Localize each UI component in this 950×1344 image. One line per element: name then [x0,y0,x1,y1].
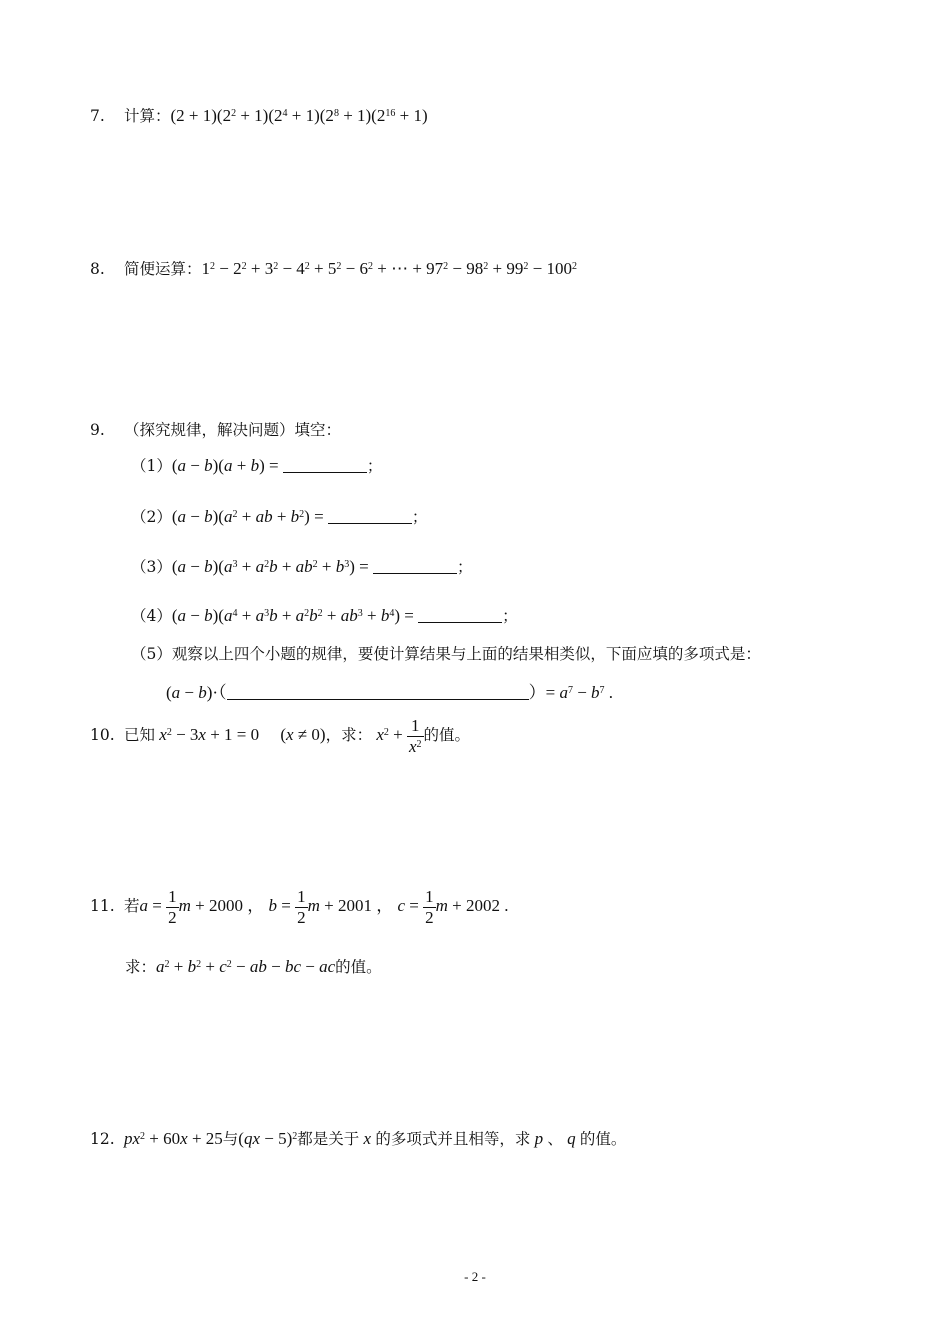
math-expression: $(a - b)(a^2$ + ab + $b^2$) = [171,507,328,526]
question-11 [90,887,508,927]
question-11-ask [125,955,382,977]
math-expression-rhs: ）= $a^7 - b^7$ . [528,683,614,702]
semicolon: ； [411,508,428,526]
math-expression: $(2 + 1)(2^2 + 1)(2^4 + 1)(2^8 + 1)(2^{16} + 1)$ [170,106,428,125]
question-ask: 求： [125,958,157,976]
semicolon: ； [366,457,383,475]
answer-blank[interactable] [227,685,529,700]
text-4: 、 [547,1130,563,1148]
question-12 [90,1127,626,1149]
question-9 [90,418,341,440]
text-5: 的值。 [579,1130,627,1148]
question-label: 若 [124,897,140,916]
question-label: （探究规律，解决问题）填空： [124,421,342,439]
math-expression: (a − b)(a + b) = [171,456,283,475]
question-10 [90,716,470,756]
part-label: （4） [131,607,172,625]
page-number: - 2 - [464,1269,486,1284]
answer-blank[interactable] [328,509,412,524]
variable-p: p [530,1129,548,1148]
question-7 [90,104,428,126]
part-label: （2） [131,508,172,526]
question-9-part-1 [131,454,382,476]
math-expression: $a^2 + b^2 + c^2$ − ab − bc − ac [156,957,336,976]
text-3: 的多项式并且相等，求 [375,1130,531,1148]
fraction: $\frac{1}{x^2}$ [409,716,422,756]
question-number: 8. [90,260,105,278]
text-2: 都是关于 [297,1130,360,1148]
math-expression: $(a - b)(a^4 + a^3b + a^2b^2 + ab^3 + b^4)$ = [171,606,419,625]
answer-blank[interactable] [373,559,457,574]
math-expression: $(a - b)(a^3 + a^2b + ab^2 + b^3)$ = [171,557,373,576]
text-1: 与 [222,1130,239,1148]
variable-q: q [562,1129,580,1148]
fraction: $\frac{1}{2}$ [168,887,177,927]
math-expression-a-rest: m + 2000 ， b = [178,896,296,916]
fraction: $\frac{1}{2}$ [425,887,434,927]
question-9-part-3 [131,555,473,577]
question-label: 已知 [124,726,156,745]
semicolon: ； [502,607,518,625]
question-number: 7. [90,107,105,125]
question-label: 计算： [124,107,171,125]
variable-x: x [359,1129,376,1148]
math-expression-b-rest: m + 2001 ， c = [307,896,424,916]
question-number: 12. [90,1130,115,1148]
question-tail: 的值。 [335,958,382,976]
part-label: （3） [131,558,172,576]
fraction: $\frac{1}{2}$ [297,887,306,927]
math-expression: (a − b)·（ [166,683,227,702]
question-label: 简便运算： [124,260,202,278]
math-expression-1: $px^2 + 60x + 25$ [124,1129,223,1148]
question-9-part-5 [131,642,761,664]
math-expression-2: (qx − 5)$^2$ [238,1129,298,1148]
math-expression: $1^2 - 2^2 + 3^2 - 4^2 + 5^2 - 6^2$ + ⋯ + $97^2 - 98^2 + 99^2 - 100^2$ [201,259,577,278]
question-9-part-5-expression [166,678,613,703]
part-instruction: （5）观察以上四个小题的规律，要使计算结果与上面的结果相类似，下面应填的多项式是： [131,645,761,663]
question-8 [90,257,577,279]
question-9-part-4 [131,604,518,626]
question-tail: 的值。 [423,726,471,745]
part-label: （1） [131,457,172,475]
math-expression-a: a = [139,896,167,916]
answer-blank[interactable] [418,608,502,623]
math-equation: $x^2 - 3x + 1 = 0$ (x ≠ 0) [159,725,326,745]
math-expression: $x^2$ + [376,725,407,745]
question-mid: ，求： [325,726,373,745]
semicolon: ； [457,558,473,576]
math-expression-c-rest: m + 2002 . [435,896,509,916]
answer-blank[interactable] [283,458,367,473]
question-number: 9. [90,421,105,439]
question-number: 10. [90,726,115,745]
question-9-part-2 [131,505,427,527]
question-number: 11. [90,897,115,916]
